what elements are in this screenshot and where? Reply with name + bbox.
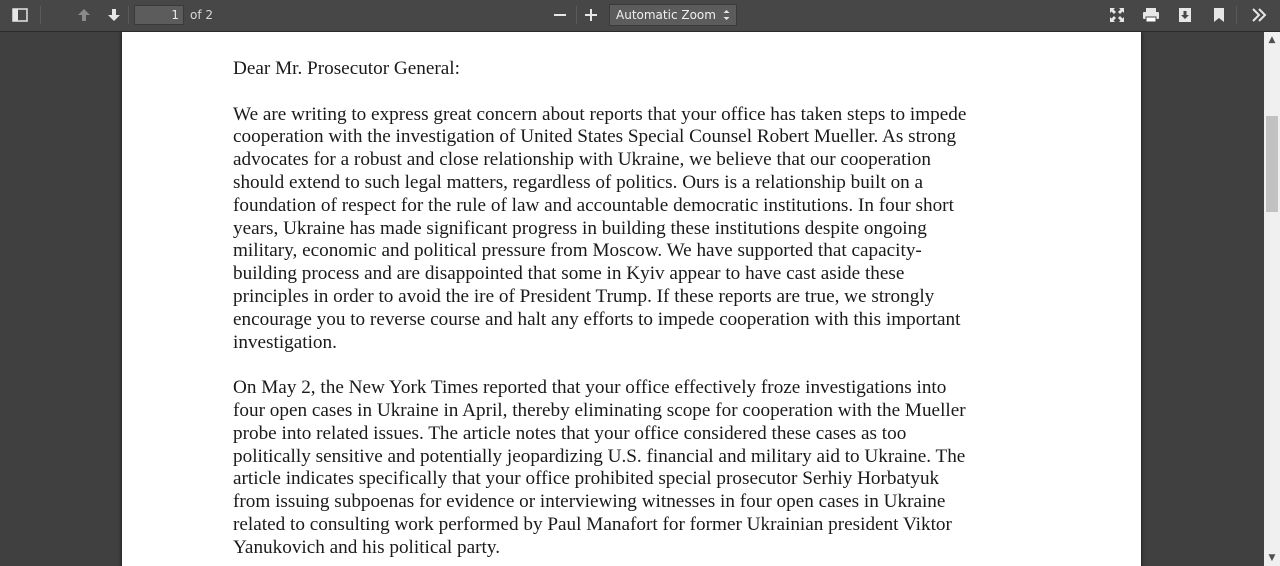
text-line: principles in order to avoid the ire of President Trump. If these reports are true, we strongly	[233, 285, 935, 307]
toolbar-separator	[40, 6, 41, 24]
paragraph-1	[233, 104, 1023, 355]
double-chevron-right-icon	[1251, 8, 1267, 22]
zoom-select[interactable]	[609, 4, 737, 26]
text-line: from issuing subpoenas for evidence or interviewing witnesses in four open cases in Ukraine	[233, 491, 946, 513]
text-line: should extend to such legal matters, regardless of politics. Ours is a relationship built on a	[233, 171, 924, 193]
scrollbar-thumb[interactable]	[1266, 116, 1278, 212]
bookmark-button[interactable]	[1205, 3, 1233, 27]
minus-icon	[554, 9, 566, 21]
text-line: foundation of respect for the rule of law and accountable democratic institutions. In four short	[233, 194, 954, 216]
text-line: years, Ukraine has made significant progress in building these institutions despite ongoing	[233, 217, 927, 239]
plus-icon	[585, 9, 597, 21]
scroll-down-arrow-icon[interactable]: ▼	[1268, 553, 1276, 563]
page-count-label: of 2	[190, 8, 214, 22]
text-line: probe into related issues. The article notes that your office considered these cases as too	[233, 422, 907, 444]
zoom-in-button[interactable]	[577, 3, 605, 27]
download-button[interactable]	[1171, 3, 1199, 27]
text-line: On May 2, the New York Times reported that your office effectively froze investigations into	[233, 377, 947, 399]
fullscreen-icon	[1109, 7, 1125, 23]
vertical-scrollbar[interactable]	[1264, 32, 1280, 566]
text-line: related to consulting work performed by Paul Manafort for former Ukrainian president Viktor	[233, 513, 952, 535]
pdf-page	[122, 32, 1141, 566]
text-line: military, economic and political pressure from Moscow. We have supported that capacity-	[233, 240, 922, 262]
print-button[interactable]	[1137, 3, 1165, 27]
document-viewer[interactable]	[0, 32, 1264, 566]
paragraph-2	[233, 377, 1023, 559]
previous-page-button[interactable]	[70, 3, 98, 27]
sidebar-toggle-icon	[12, 8, 28, 22]
zoom-out-button[interactable]	[546, 3, 574, 27]
salutation: Dear Mr. Prosecutor General:	[233, 58, 460, 79]
scroll-up-arrow-icon[interactable]: ▲	[1268, 35, 1276, 45]
text-line: cooperation with the investigation of United States Special Counsel Robert Mueller. As strong	[233, 126, 957, 148]
text-line: investigation.	[233, 331, 337, 353]
select-arrows-icon	[723, 5, 730, 31]
toolbar-separator	[128, 6, 129, 24]
tools-button[interactable]	[1245, 3, 1273, 27]
text-line: Yanukovich and his political party.	[233, 536, 500, 558]
sidebar-toggle-button[interactable]	[6, 3, 34, 27]
text-line: politically sensitive and potentially jeopardizing U.S. financial and military aid to Ukraine. The	[233, 445, 966, 467]
text-line: four open cases in Ukraine in April, thereby eliminating scope for cooperation with the Mueller	[233, 399, 966, 421]
zoom-select-value: Automatic Zoom	[616, 8, 716, 22]
presentation-mode-button[interactable]	[1103, 3, 1131, 27]
text-line: building process and are disappointed that some in Kyiv appear to have cast aside these	[233, 263, 905, 285]
print-icon	[1142, 7, 1160, 23]
text-line: article indicates specifically that your office prohibited special prosecutor Serhiy Horbatyuk	[233, 468, 940, 490]
text-line: encourage you to reverse course and halt any efforts to impede cooperation with this important	[233, 308, 961, 330]
text-line: We are writing to express great concern about reports that your office has taken steps to impede	[233, 103, 967, 125]
next-page-button[interactable]	[100, 3, 128, 27]
pdf-toolbar	[0, 0, 1280, 32]
text-line: advocates for a robust and close relationship with Ukraine, we believe that our cooperation	[233, 149, 931, 171]
page-number-input[interactable]: 1	[134, 5, 184, 25]
download-icon	[1178, 7, 1192, 23]
arrow-up-icon	[77, 8, 91, 22]
arrow-down-icon	[107, 8, 121, 22]
bookmark-icon	[1213, 7, 1225, 23]
toolbar-separator	[1236, 6, 1237, 24]
letter-text	[233, 58, 1023, 560]
